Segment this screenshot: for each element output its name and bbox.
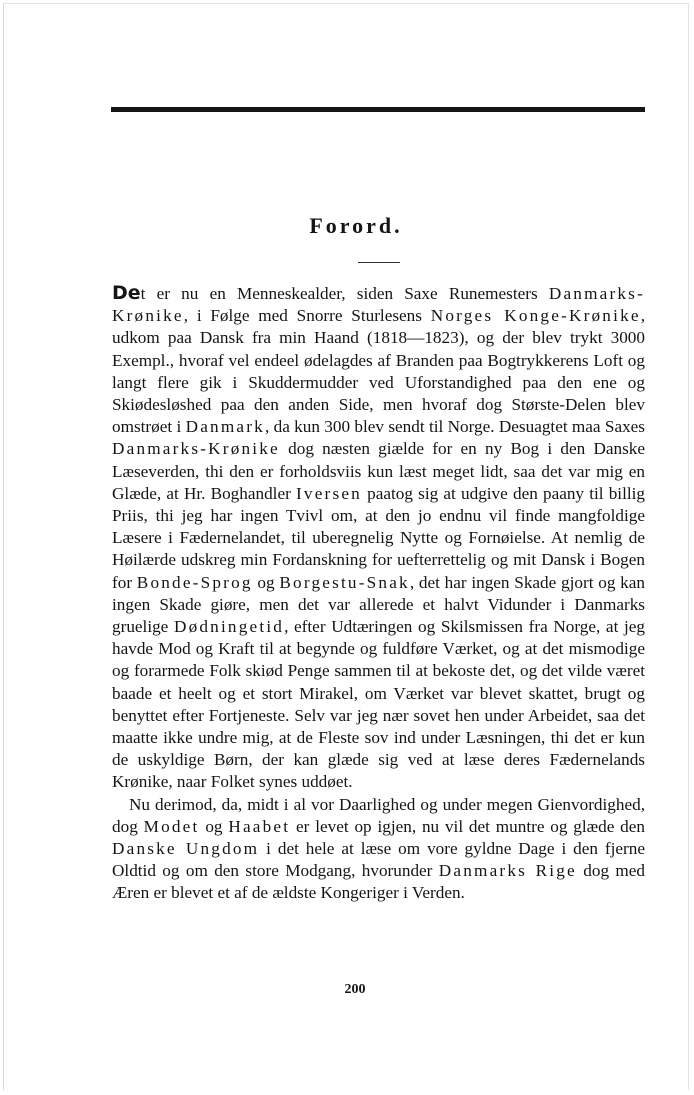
text-run: Nu derimod, da, midt i al vor Daarlighed og under megen Gienvordighed, dog: [112, 794, 645, 836]
spaced-emphasis: Danmarks-Krønike: [112, 439, 280, 459]
text-run: og: [252, 572, 280, 592]
spaced-emphasis: Borgestu-Snak: [279, 572, 410, 592]
text-run: er levet op igjen, nu vil det muntre og glæde den: [290, 816, 645, 836]
initial-letters: De: [112, 282, 141, 304]
text-run: , da kun 300 blev sendt til Norge. Desuagtet maa Saxes: [264, 417, 645, 437]
spaced-emphasis: Haabet: [228, 816, 291, 836]
text-run: dog næsten giælde for en ny Bog i den Danske Læseverden, thi den er forholdsviis kun læst meget lidt, saa det var mig en Glæde, at Hr. Boghandler: [112, 439, 645, 503]
spaced-emphasis: Iversen: [296, 483, 362, 503]
page-number: 200: [344, 982, 366, 997]
paragraph-1: [112, 282, 645, 794]
spaced-emphasis: Dødningetid: [173, 617, 285, 637]
text-run: paatog sig at udgive den paany til billig Priis, thi jeg har ingen Tvivl om, at den jo endnu vil finde mangfoldige Læsere i Fædernelandet, til uberegnelig Nytte og Fornøielse. At nemlig de Høilærde udskreg min Fordanskning for uefterrettelig og mit Dansk i Bogen for: [112, 483, 645, 592]
text-run: i det hele at læse om vore gyldne Dage i den fjerne Oldtid og om den store Modgang, hvorunder: [112, 839, 645, 881]
text-run: , i Følge med Snorre Sturlesens: [183, 306, 431, 326]
text-run: t er nu en Menneskealder, siden Saxe Runemesters: [140, 284, 549, 303]
spaced-emphasis: Danmark: [185, 417, 265, 437]
spaced-emphasis: Bonde-Sprog: [136, 572, 253, 592]
text-run: , det har ingen Skade gjort og kan ingen Skade giøre, men det var allerede et halvt Vidunder i Danmarks gruelige: [112, 572, 645, 637]
spaced-emphasis: Modet: [143, 816, 200, 836]
text-run: , efter Udtæringen og Skilsmissen fra Norge, at jeg havde Mod og Kraft til at begynde og fuldføre Værket, og at det mismodige og forarmede Folk skiød Penge sammen til at bekoste det, og det vilde været baade et heelt og et stort Mirakel, om Værket var blevet skattet, brugt og benyttet efter Fortjeneste. Selv var jeg nær sovet hen under Arbeidet, saa det maatte ikke undre mig, at de Fleste sov ind under Læsningen, thi det er kun de uskyldige Børn, der kan glæde sig ved at læse deres Fædernelands Krønike, naar Folket synes uddøet.: [112, 617, 645, 792]
spaced-emphasis: Danske Ungdom: [112, 839, 260, 859]
page-title: Forord.: [309, 213, 403, 238]
body-text: [112, 282, 645, 905]
text-run: dog med Æren er blevet et af de ældste Kongeriger i Verden.: [112, 861, 646, 903]
text-run: og: [199, 816, 229, 836]
spaced-emphasis: Danmarks Rige: [438, 861, 577, 881]
spaced-emphasis: Danmarks-Krønike: [112, 284, 645, 326]
title-divider: [358, 262, 400, 263]
paragraph-2: [112, 794, 645, 905]
header-rule: [111, 107, 645, 112]
text-run: , udkom paa Dansk fra min Haand (1818—1823), og der blev trykt 3000 Exempl., hvoraf vel endeel ødelagdes af Branden paa Bogtrykkerens Loft og langt flere gik i Skuddermudder ved Uforstandighed paa den ene og Skiødesløshed paa den anden Side, men hvoraf dog Største-Delen blev omstrøet i: [112, 306, 645, 437]
spaced-emphasis: Norges Konge-Krønike: [430, 306, 641, 326]
